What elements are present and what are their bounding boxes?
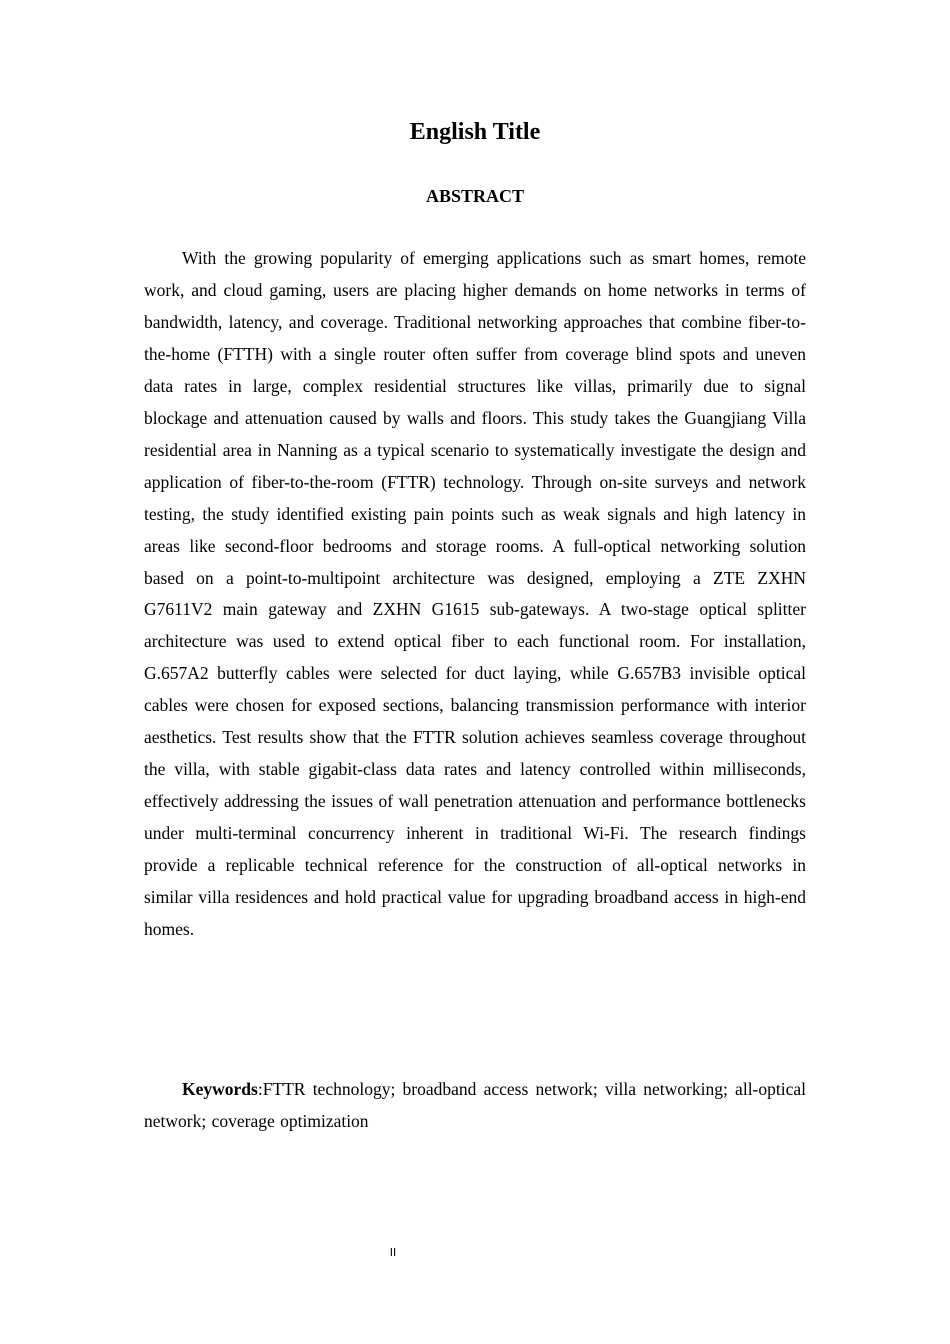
keywords-text: :FTTR technology; broadband access network; villa networking; all-optical network; coverage optimization bbox=[144, 1079, 806, 1131]
keywords-paragraph bbox=[144, 1073, 806, 1137]
abstract-heading: ABSTRACT bbox=[425, 186, 525, 206]
page-number: II bbox=[389, 1246, 397, 1259]
keywords-label: Keywords bbox=[182, 1079, 258, 1099]
abstract-body: With the growing popularity of emerging applications such as smart homes, remote work, and cloud gaming, users are placing higher demands on home networks in terms of bandwidth, latency, and coverage. Traditional networking approaches that combine fiber-to-the-home (FTTH) with a single router often suffer from coverage blind spots and uneven data rates in large, complex residential structures like villas, primarily due to signal blockage and attenuation caused by walls and floors. This study takes the Guangjiang Villa residential area in Nanning as a typical scenario to systematically investigate the design and application of fiber-to-the-room (FTTR) technology. Through on-site surveys and network testing, the study identified existing pain points such as weak signals and high latency in areas like second-floor bedrooms and storage rooms. A full-optical networking solution based on a point-to-multipoint architecture was designed, employing a ZTE ZXHN G7611V2 main gateway and ZXHN G1615 sub-gateways. A two-stage optical splitter architecture was used to extend optical fiber to each functional room. For installation, G.657A2 butterfly cables were selected for duct laying, while G.657B3 invisible optical cables were chosen for exposed sections, balancing transmission performance with interior aesthetics. Test results show that the FTTR solution achieves seamless coverage throughout the villa, with stable gigabit-class data rates and latency controlled within milliseconds, effectively addressing the issues of wall penetration attenuation and performance bottlenecks under multi-terminal concurrency inherent in traditional Wi-Fi. The research findings provide a replicable technical reference for the construction of all-optical networks in similar villa residences and hold practical value for upgrading broadband access in high-end homes. bbox=[144, 248, 806, 940]
document-title: English Title bbox=[409, 119, 541, 145]
